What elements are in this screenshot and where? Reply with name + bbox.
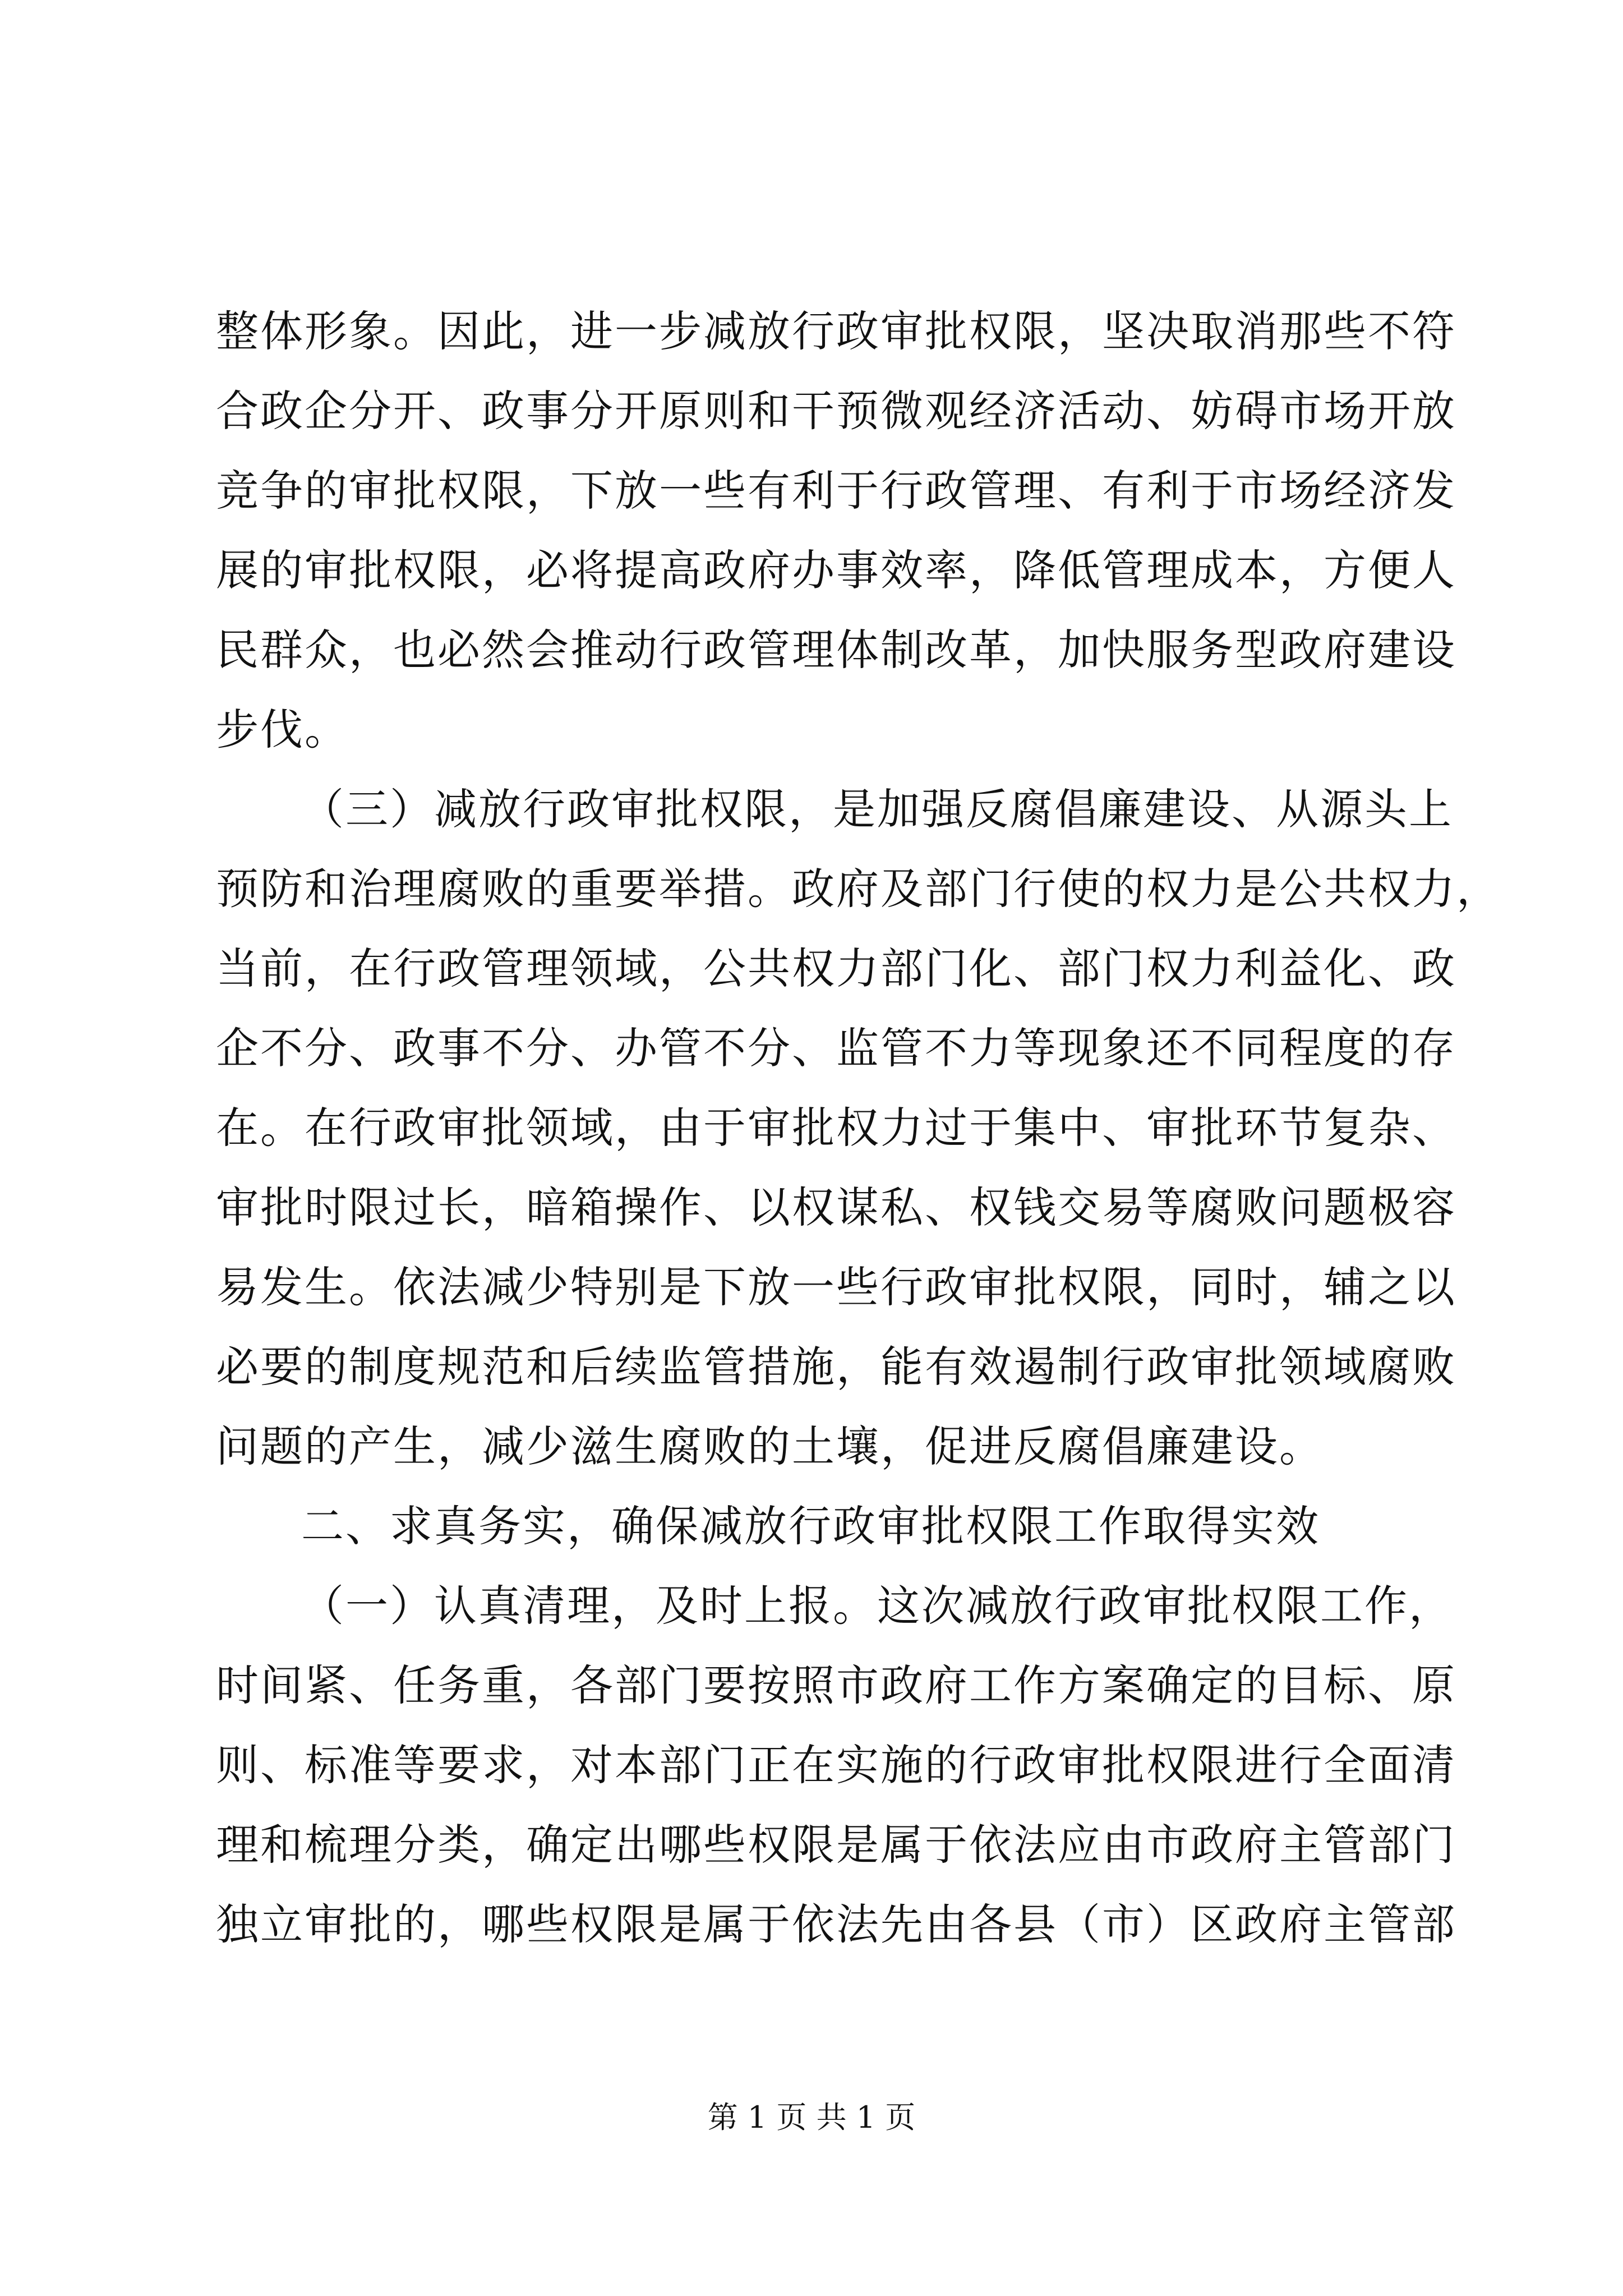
text-line: 民群众，也必然会推动行政管理体制改革，加快服务型政府建设 [216, 625, 1456, 675]
text-line: 展的审批权限，必将提高政府办事效率，降低管理成本，方便人 [216, 545, 1456, 595]
section-heading: 二、求真务实，确保减放行政审批权限工作取得实效 [301, 1501, 1320, 1551]
text-line: 时间紧、任务重，各部门要按照市政府工作方案确定的目标、原 [216, 1660, 1456, 1710]
text-line: 必要的制度规范和后续监管措施，能有效遏制行政审批领域腐败 [216, 1342, 1456, 1392]
text-line: 步伐。 [216, 705, 349, 754]
text-line: 理和梳理分类，确定出哪些权限是属于依法应由市政府主管部门 [216, 1820, 1456, 1870]
text-line: 独立审批的，哪些权限是属于依法先由各县（市）区政府主管部 [216, 1899, 1456, 1949]
text-line: 企不分、政事不分、办管不分、监管不力等现象还不同程度的存 [216, 1023, 1456, 1073]
page-footer [0, 2098, 1623, 2137]
page-number-label: 第 1 页 共 1 页 [707, 2100, 916, 2135]
paragraph-start-line: （三）减放行政审批权限，是加强反腐倡廉建设、从源头上 [301, 784, 1453, 834]
text-line: 整体形象。因此，进一步减放行政审批权限，坚决取消那些不符 [216, 306, 1456, 356]
text-line: 当前，在行政管理领域，公共权力部门化、部门权力利益化、政 [216, 944, 1456, 993]
text-line: 合政企分开、政事分开原则和干预微观经济活动、妨碍市场开放 [216, 386, 1456, 436]
text-line: 易发生。依法减少特别是下放一些行政审批权限，同时，辅之以 [216, 1262, 1456, 1312]
paragraph-start-line: （一）认真清理，及时上报。这次减放行政审批权限工作， [301, 1581, 1453, 1631]
document-body [216, 292, 1501, 1964]
text-line: 则、标准等要求，对本部门正在实施的行政审批权限进行全面清 [216, 1740, 1456, 1790]
text-line: 竞争的审批权限，下放一些有利于行政管理、有利于市场经济发 [216, 466, 1456, 516]
text-line: 审批时限过长，暗箱操作、以权谋私、权钱交易等腐败问题极容 [216, 1182, 1456, 1232]
text-line: 在。在行政审批领域，由于审批权力过于集中、审批环节复杂、 [216, 1103, 1456, 1153]
text-line: 预防和治理腐败的重要举措。政府及部门行使的权力是公共权力， [216, 864, 1501, 914]
text-line: 问题的产生，减少滋生腐败的土壤，促进反腐倡廉建设。 [216, 1421, 1324, 1471]
